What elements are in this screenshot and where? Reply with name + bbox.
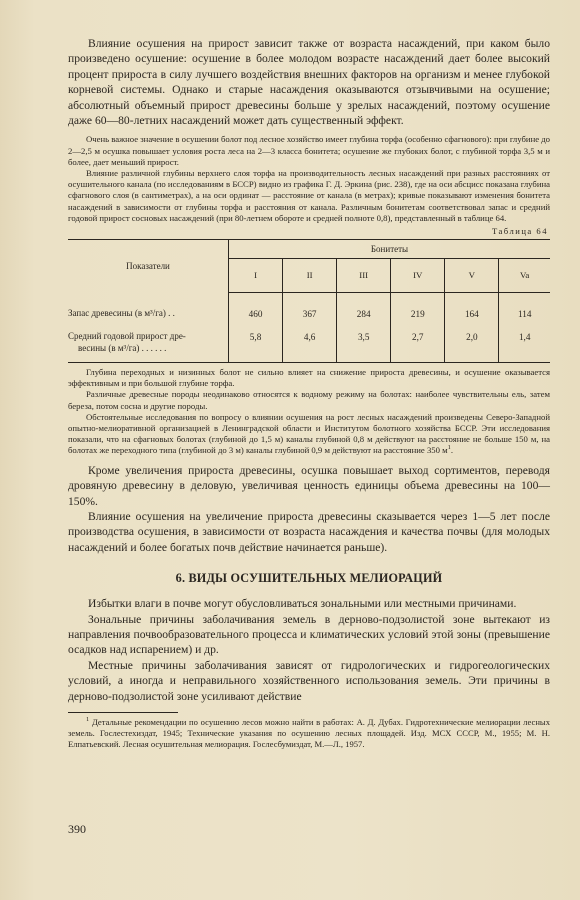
- bonitet-table: [68, 239, 550, 363]
- research-text: Обстоятельные исследования по вопросу о влиянии осушения на рост лесных насаждений произведены Северо-Западной опытно-мелиоративной организацией в Ленинградской области и Институтом болотного хозяйства БССР. Эти исследования показали, что на сфагновых болотах (глубиной до 1,5 м) каналы глубиной 0,8 м действуют на расстояние не больше 150 м, на болотах же переходного типа (глубиной до 3 м) каналы глубиной 0,9 м действуют на расстояние 350 м: [68, 411, 550, 456]
- paragraph-transitional-bogs: Глубина переходных и низинных болот не сильно влияет на снижение прироста древесины, и осушение оказывается эффективным и при большой глубине торфа.: [68, 367, 550, 389]
- footnote-divider: [68, 712, 178, 713]
- paragraph-assortment: Кроме увеличения прироста древесины, осушка повышает выход сортиментов, переводя дровяную древесину в деловую, увеличивая ценность единицы объема древесины на 100—150%.: [68, 463, 550, 508]
- table-row-labels: [68, 292, 229, 363]
- footnote: [68, 717, 550, 750]
- table-cell: 2,0: [466, 331, 478, 342]
- table-class-header: II: [283, 259, 337, 292]
- row-label-stock: Запас древесины (в м³/га) . .: [68, 308, 175, 319]
- paragraph-effect-timing: Влияние осушения на увеличение прироста древесины сказывается через 1—5 лет после производства осушения, в зависимости от возраста насаждения и качества почвы (для молодых насаждений и более богатых почв действие начинается раньше).: [68, 509, 550, 554]
- table-column-ii: [283, 292, 337, 363]
- section-heading: 6. ВИДЫ ОСУШИТЕЛЬНЫХ МЕЛИОРАЦИЙ: [175, 571, 443, 586]
- table-cell: 284: [356, 308, 371, 319]
- table-class-header: IV: [391, 259, 445, 292]
- paragraph-tree-species: Различные древесные породы неодинаково относятся к водному режиму на болотах: наиболее чувствительны ель, затем береза, потом сосна и другие породы.: [68, 389, 550, 411]
- table-cell: 4,6: [303, 331, 316, 342]
- table-cell: 5,8: [249, 331, 262, 342]
- table-label-header: Показатели: [68, 240, 229, 293]
- table-cell: 164: [464, 308, 479, 319]
- page-number: 390: [68, 822, 86, 836]
- footnote-mark: 1: [86, 716, 90, 724]
- table-column-v: [445, 292, 499, 363]
- table-column-va: [499, 292, 550, 363]
- page-content: [68, 36, 550, 750]
- table-cell: 367: [302, 308, 317, 319]
- table-cell: 219: [410, 308, 425, 319]
- paragraph-zonal-causes: Зональные причины заболачивания земель в дерново-подзолистой зоне вытекают из направления почвообразовательного процесса и климатических условий этой зоны (превышение осадков над испарением) и др.: [68, 612, 550, 657]
- row-label-increment: Средний годовой прирост дре-: [68, 331, 186, 342]
- paragraph-growth-age: Влияние осушения на прирост зависит также от возраста насаждений, при каком было произведено осушение: осушение в более молодом возрасте насаждений дает более высокий процент прироста в силу лучшего воздействия внешних факторов на организм и менее глубокой корневой системы. Однако и старые насаждения оказываются отзывчивыми на осушение; абсолютный объемный прирост древесины больше у зрелых насаждений, поэтому осушение даже 60—80-летних насаждений может дать существенный эффект.: [68, 37, 550, 128]
- table-cell: 460: [248, 308, 263, 319]
- paragraph-excess-moisture: Избытки влаги в почве могут обусловливаться зональными или местными причинами.: [88, 597, 517, 611]
- paragraph-local-causes: Местные причины заболачивания зависят от гидрологических и гидрогеологических условий, а иногда и неправильного хозяйственного использования земель. Эти причины в дерново-подзолистой зоне усиливают действие: [68, 658, 550, 703]
- table-row: [68, 292, 550, 363]
- table-cell: 2,7: [412, 331, 424, 342]
- table-class-header: III: [337, 259, 391, 292]
- table-class-header: I: [229, 259, 283, 292]
- row-label-increment-cont: весины (в м³/га) . . . . . .: [78, 342, 167, 353]
- footnote-text: Детальные рекомендации по осушению лесов можно найти в работах: А. Д. Дубах. Гидротехнические мелиорации лесных земель. Гослестехиздат, 1945; Технические указания по осушению лесных площадей. Изд. МСХ СССР, М., 1955; М. Н. Елпатьевский. Лесная осушительная мелиорация. Гослесбумиздат, М.—Л., 1957.: [68, 716, 550, 749]
- table-column-iv: [391, 292, 445, 363]
- table-class-header: V: [445, 259, 499, 292]
- paragraph-research: [68, 412, 550, 457]
- research-text-end: .: [450, 445, 454, 456]
- table-group-header: Бонитеты: [229, 240, 551, 259]
- table-column-i: [229, 292, 283, 363]
- table-column-iii: [337, 292, 391, 363]
- table-cell: 1,4: [518, 331, 531, 342]
- paragraph-peat-depth: Очень важное значение в осушении болот под лесное хозяйство имеет глубина торфа (особенно сфагнового): при глубине до 2—2,5 м осушка повышает условия роста леса на 2—3 класса бонитета; осушение же глубоких болот, с глубиной торфа 3,5 м и более, дает меньший прирост.: [68, 134, 551, 167]
- paragraph-peat-layer-influence: Влияние различной глубины верхнего слоя торфа на производительность лесных насаждений при разных расстояниях от осушительного канала (по исследованиям в БССР) видно из графика Г. Д. Эркина (рис. 238), где на оси абсцисс показана глубина сфагнового слоя (в сантиметрах), а на оси ординат — расстояние от канала (в метрах); кривые показывают изменения бонитета насаждений в зависимости от глубины торфа и расстояния от канала. Различным бонитетам соответствовал запас и средний годовой прирост сосновых насаждений (при 80-летнем обороте и средней полноте 0,8), представленный в таблице 64.: [68, 168, 550, 223]
- footnote-ref: 1: [447, 444, 451, 452]
- table-cell: 114: [517, 308, 532, 319]
- table-class-header: Va: [499, 259, 550, 292]
- table-cell: 3,5: [357, 331, 370, 342]
- table-title: Таблица 64: [491, 226, 548, 237]
